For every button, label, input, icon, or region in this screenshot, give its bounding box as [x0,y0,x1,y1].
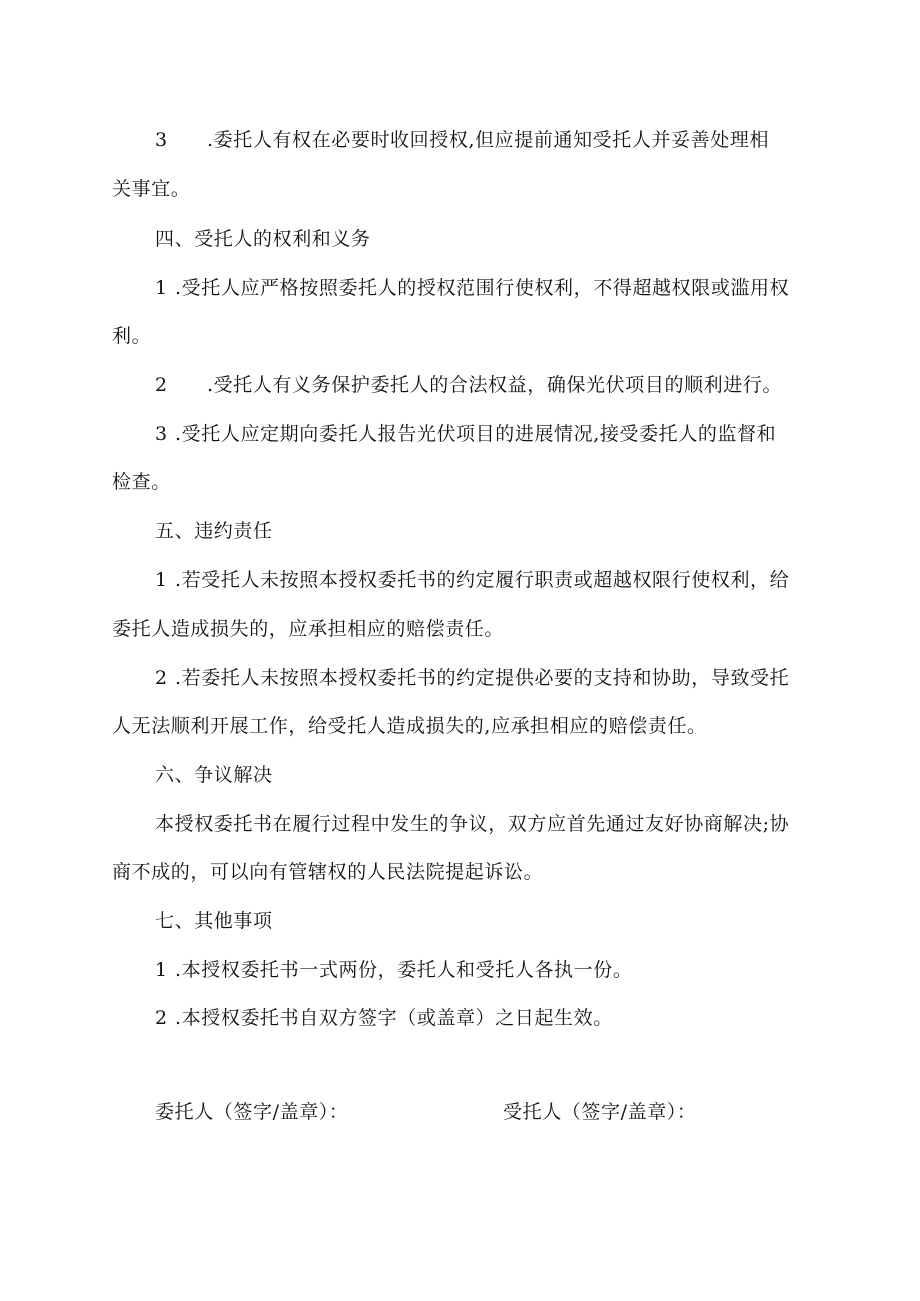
section-5-item-2-line-1 [155,666,789,690]
agent-signature-label: 受托人（签字/盖章）： [503,1101,697,1123]
clause-3-line-1 [155,128,769,152]
section-7-heading: 七、其他事项 [155,910,273,932]
section-4-item-1-text: .受托人应严格按照委托人的授权范围行使权利，不得超越权限或滥用权 [175,277,790,299]
section-7-item-1-text: .本授权委托书一式两份，委托人和受托人各执一份。 [175,959,633,981]
clause-3-line-2: 关事宜。 [112,178,191,200]
section-4-item-2-line-1 [155,373,782,397]
section-5-item-1-text: .若受托人未按照本授权委托书的约定履行职责或超越权限行使权利，给 [175,569,790,591]
section-5-item-2-line-2: 人无法顺利开展工作，给受托人造成损失的,应承担相应的赔偿责任。 [112,715,707,737]
section-4-item-3-text: .受托人应定期向委托人报告光伏项目的进展情况,接受委托人的监督和 [175,423,777,445]
section-5-item-2-text: .若委托人未按照本授权委托书的约定提供必要的支持和协助，导致受托 [175,667,790,689]
section-4-item-2-text: .受托人有义务保护委托人的合法权益，确保光伏项目的顺利进行。 [207,374,783,396]
section-4-item-1-line-1 [155,276,789,300]
section-7-item-2-line-1 [155,1006,613,1030]
section-5-item-1-line-2: 委托人造成损失的，应承担相应的赔偿责任。 [112,618,505,640]
section-4-item-1-line-2: 利。 [112,325,152,347]
section-7-item-2-text: .本授权委托书自双方签字（或盖章）之日起生效。 [175,1007,613,1029]
section-4-item-3-number: 3 [155,423,168,445]
section-5-item-2-number: 2 [155,667,168,689]
section-5-item-1-line-1 [155,568,789,592]
clause-3-text: .委托人有权在必要时收回授权,但应提前通知受托人并妥善处理相 [207,129,770,151]
section-4-item-2-number: 2 [155,374,168,396]
section-6-line-2: 商不成的，可以向有管辖权的人民法院提起诉讼。 [112,861,544,883]
section-4-item-3-line-1 [155,422,776,446]
section-7-item-1-number: 1 [155,959,168,981]
clause-3-number: 3 [155,129,168,151]
section-6-heading: 六、争议解决 [155,764,273,786]
principal-signature-label: 委托人（签字/盖章）： [155,1101,349,1123]
section-6-line-1: 本授权委托书在履行过程中发生的争议，双方应首先通过友好协商解决;协 [155,813,790,835]
section-7-item-2-number: 2 [155,1007,168,1029]
section-7-item-1-line-1 [155,958,632,982]
section-4-heading: 四、受托人的权利和义务 [155,228,371,250]
section-5-item-1-number: 1 [155,569,168,591]
section-4-item-1-number: 1 [155,277,168,299]
section-4-item-3-line-2: 检查。 [112,471,171,493]
section-5-heading: 五、违约责任 [155,520,273,542]
